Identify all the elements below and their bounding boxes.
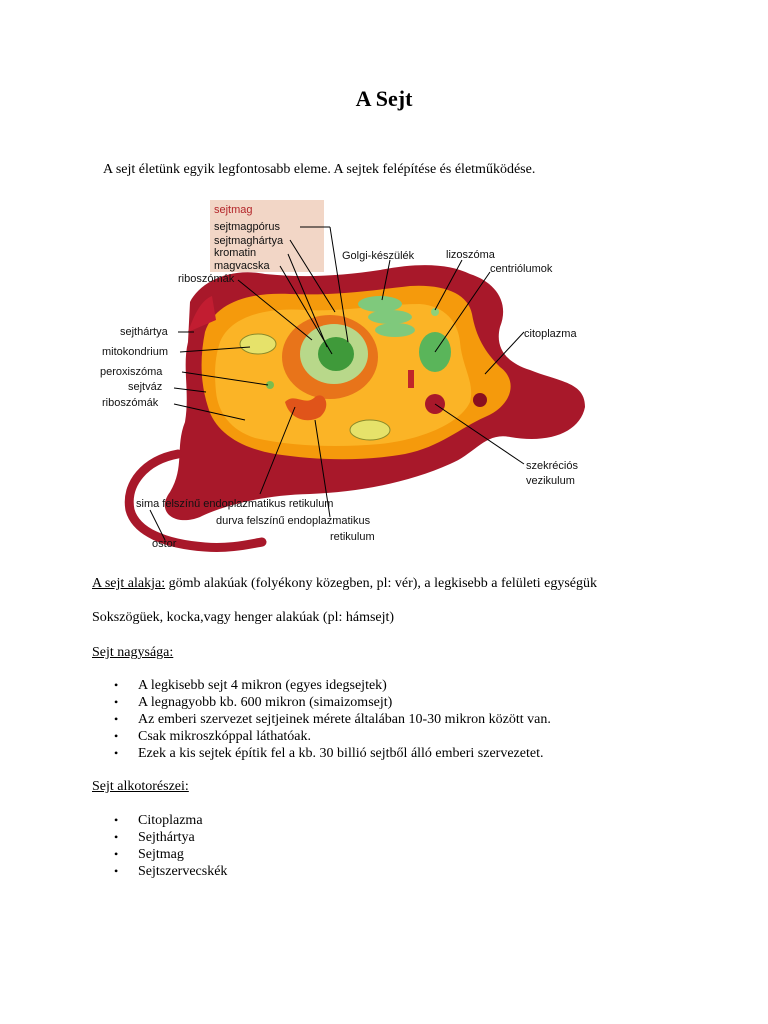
label-magvacska: magvacska	[214, 260, 270, 272]
label-sejthartya: sejthártya	[120, 326, 168, 338]
label-sima-er: sima felszínű endoplazmatikus retikulum	[136, 498, 334, 510]
cell-diagram	[90, 192, 610, 562]
label-sejtmag: sejtmag	[214, 204, 253, 216]
label-durva-er-1: durva felszínű endoplazmatikus	[216, 515, 371, 527]
shape-text: gömb alakúak (folyékony közegben, pl: vér), a legkisebb a felületi egységük	[165, 576, 598, 591]
label-ostor: ostor	[152, 538, 177, 550]
label-riboszomak-bottom: riboszómák	[102, 397, 159, 409]
label-sejtmagporus: sejtmagpórus	[214, 221, 281, 233]
list-item: • Az emberi szervezet sejtjeinek mérete általában 10-30 mikron között van.	[92, 711, 551, 728]
label-citoplazma: citoplazma	[524, 328, 577, 340]
label-lizoszoma: lizoszóma	[446, 249, 495, 261]
cell-diagram-svg	[90, 192, 610, 562]
shape-label: A sejt alakja:	[92, 576, 166, 591]
list-item: • Sejtszervecskék	[92, 863, 227, 880]
label-sejtmaghartya: sejtmaghártya	[214, 235, 284, 247]
list-item: • Sejthártya	[92, 829, 227, 846]
mitochondrion	[240, 334, 276, 354]
size-heading: Sejt nagysága:	[92, 645, 174, 660]
centriole	[408, 370, 414, 388]
label-durva-er-2: retikulum	[330, 531, 375, 543]
list-item: • A legnagyobb kb. 600 mikron (simaizomsejt)	[92, 694, 551, 711]
label-golgi: Golgi-készülék	[342, 250, 415, 262]
vesicle	[473, 393, 487, 407]
parts-list	[92, 812, 227, 880]
list-item: • Ezek a kis sejtek építik fel a kb. 30 billió sejtből álló emberi szervezetet.	[92, 745, 551, 762]
shape-paragraph	[92, 576, 597, 592]
size-list	[92, 677, 551, 762]
label-sejtvaz: sejtváz	[128, 381, 163, 393]
label-szekrecios: szekréciós	[526, 460, 578, 472]
mitochondrion	[350, 420, 390, 440]
label-mitokondrium: mitokondrium	[102, 346, 169, 358]
shape-line-2: Sokszögüek, kocka,vagy henger alakúak (pl: hámsejt)	[92, 610, 395, 625]
nucleolus	[318, 337, 354, 371]
intro-paragraph: A sejt életünk egyik legfontosabb eleme. A sejtek felépítése és életműködése.	[103, 162, 536, 177]
list-item: • Sejtmag	[92, 846, 227, 863]
label-vezikulum: vezikulum	[526, 475, 575, 487]
label-kromatin: kromatin	[214, 247, 257, 259]
list-item: • Citoplazma	[92, 812, 227, 829]
label-peroxiszoma: peroxiszóma	[100, 366, 163, 378]
list-item: • Csak mikroszkóppal láthatóak.	[92, 728, 551, 745]
label-riboszomak-top: riboszómák	[178, 273, 235, 285]
label-centriolumok: centriólumok	[490, 263, 553, 275]
parts-heading: Sejt alkotorészei:	[92, 779, 189, 794]
list-item: • A legkisebb sejt 4 mikron (egyes idegsejtek)	[92, 677, 551, 694]
page-title: A Sejt	[355, 86, 413, 111]
